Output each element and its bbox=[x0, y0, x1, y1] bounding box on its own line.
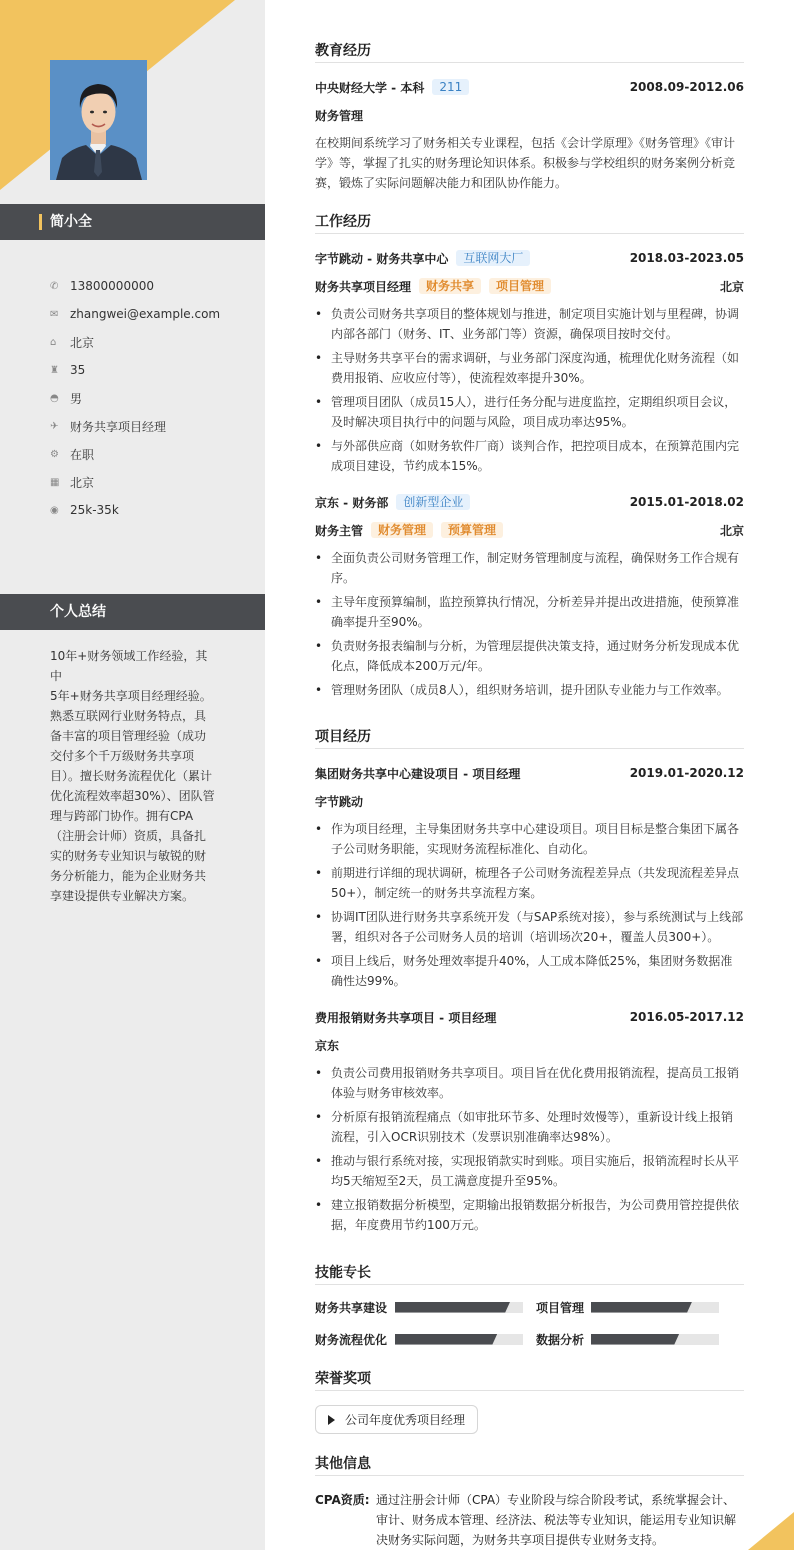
mail-icon: ✉ bbox=[50, 308, 59, 320]
list-item: • 主导财务共享平台的需求调研，与业务部门深度沟通，梳理优化财务流程（如费用报销、应收应付等），使流程效率提升30%。 bbox=[315, 348, 744, 388]
project-bullets bbox=[315, 819, 744, 991]
project-name: 集团财务共享中心建设项目 - 项目经理 bbox=[315, 766, 521, 781]
skill-item bbox=[536, 1331, 719, 1347]
job-role-row bbox=[315, 520, 744, 540]
job-role: 财务主管 bbox=[315, 523, 364, 538]
contact-age bbox=[50, 356, 255, 384]
project-org: 京东 bbox=[315, 1038, 340, 1053]
cpa-text: 通过注册会计师（CPA）专业阶段与综合阶段考试，系统掌握会计、审计、财务成本管理、经济法、税法等专业知识，能运用专业知识解决财务实际问题，为财务共享项目提供专业财务支持。 bbox=[376, 1493, 737, 1547]
project-1 bbox=[315, 763, 744, 995]
name-bar bbox=[0, 204, 265, 240]
list-item: • 分析原有报销流程痛点（如审批环节多、处理时效慢等），重新设计线上报销流程，引入OCR识别技术（发票识别准确率达98%）。 bbox=[315, 1107, 744, 1147]
job-bullets bbox=[315, 304, 744, 476]
project-period: 2016.05-2017.12 bbox=[629, 1010, 744, 1024]
summary-bar bbox=[0, 594, 265, 630]
contact-text: 13800000000 bbox=[70, 279, 154, 293]
profile-photo bbox=[50, 60, 147, 180]
contact-text: 35 bbox=[70, 363, 86, 377]
skills-title: 技能专长 bbox=[315, 1262, 744, 1285]
skill-item bbox=[315, 1331, 523, 1347]
list-item: • 协调IT团队进行财务共享系统开发（与SAP系统对接），参与系统测试与上线部署，组织对各子公司财务人员的培训（培训场次20+，覆盖人员300+）。 bbox=[315, 907, 744, 947]
skill-tag: 项目管理 bbox=[489, 278, 551, 294]
status-icon: ⚙ bbox=[50, 448, 59, 460]
school-tag: 211 bbox=[432, 79, 469, 95]
project-period: 2019.01-2020.12 bbox=[629, 766, 744, 780]
contact-email bbox=[50, 300, 255, 328]
company: 京东 - 财务部 bbox=[315, 495, 389, 510]
major-row bbox=[315, 105, 744, 125]
corner-decoration-bottom bbox=[748, 1512, 794, 1550]
list-item: • 负责财务报表编制与分析，为管理层提供决策支持，通过财务分析发现成本优化点，降低成本200万元/年。 bbox=[315, 636, 744, 676]
name-accent bbox=[39, 214, 42, 230]
skill-bar bbox=[395, 1334, 523, 1345]
honors-title: 荣誉奖项 bbox=[315, 1368, 744, 1391]
contact-salary bbox=[50, 496, 255, 524]
candidate-name: 简小全 bbox=[50, 214, 92, 230]
contact-text: zhangwei@example.com bbox=[70, 307, 221, 321]
job-bullets bbox=[315, 548, 744, 700]
city-icon: ▦ bbox=[50, 476, 60, 488]
project-name: 费用报销财务共享项目 - 项目经理 bbox=[315, 1010, 497, 1025]
summary-title: 个人总结 bbox=[50, 604, 106, 620]
contact-text: 财务共享项目经理 bbox=[70, 419, 167, 434]
other-title: 其他信息 bbox=[315, 1453, 744, 1476]
list-item: • 推动与银行系统对接，实现报销款实时到账。项目实施后，报销流程时长从平均5天缩短至2天，员工满意度提升至95%。 bbox=[315, 1151, 744, 1191]
major: 财务管理 bbox=[315, 108, 364, 123]
skill-item bbox=[315, 1299, 523, 1315]
job-1 bbox=[315, 248, 744, 480]
list-item: • 管理项目团队（成员15人），进行任务分配与进度监控，定期组织项目会议，及时解决项目执行中的问题与风险，项目成功率达95%。 bbox=[315, 392, 744, 432]
skill-bar-fill bbox=[591, 1334, 679, 1345]
project-org: 字节跳动 bbox=[315, 794, 364, 809]
honors-list bbox=[315, 1405, 744, 1434]
education-block bbox=[315, 77, 744, 193]
location-icon: ⌂ bbox=[50, 336, 57, 348]
skill-bar bbox=[395, 1302, 523, 1313]
contact-position bbox=[50, 412, 255, 440]
skill-tag: 财务管理 bbox=[371, 522, 433, 538]
contact-status bbox=[50, 440, 255, 468]
contact-text: 在职 bbox=[70, 447, 95, 462]
skill-item bbox=[536, 1299, 719, 1315]
contact-location bbox=[50, 328, 255, 356]
contact-gender bbox=[50, 384, 255, 412]
job-2 bbox=[315, 492, 744, 704]
job-city: 北京 bbox=[719, 279, 744, 294]
job-period: 2018.03-2023.05 bbox=[629, 251, 744, 265]
project-org-row bbox=[315, 791, 744, 811]
list-item: • 全面负责公司财务管理工作，制定财务管理制度与流程，确保财务工作合规有序。 bbox=[315, 548, 744, 588]
list-item: • 负责公司费用报销财务共享项目。项目旨在优化费用报销流程，提高员工报销体验与财务审核效率。 bbox=[315, 1063, 744, 1103]
skill-bar bbox=[591, 1334, 719, 1345]
project-org-row bbox=[315, 1035, 744, 1055]
list-item: • 建立报销数据分析模型，定期输出报销数据分析报告，为公司费用管控提供依据，年度费用节约100万元。 bbox=[315, 1195, 744, 1235]
contact-city bbox=[50, 468, 255, 496]
summary-text: 10年+财务领域工作经验，其中 5年+财务共享项目经理经验。 熟悉互联网行业财务特点，具 备丰富的项目管理经验（成功 交付多个千万级财务共享项 目）。擅长财务流程优化（累计 优化流程效率超30%）、团队管 理与跨部门协作。拥有CPA （注册会计师）资质，具备扎 实的财务专业知识与敏锐的财 务分析能力，能为企业财务共 享建设提供专业解决方案。 bbox=[50, 649, 215, 903]
job-role-row bbox=[315, 276, 744, 296]
list-item: • 前期进行详细的现状调研，梳理各子公司财务流程差异点（共发现流程差异点50+），制定统一的财务共享流程方案。 bbox=[315, 863, 744, 903]
salary-icon: ◉ bbox=[50, 504, 59, 516]
contact-text: 北京 bbox=[70, 335, 95, 350]
company-tag: 创新型企业 bbox=[396, 494, 470, 510]
skill-tag: 财务共享 bbox=[419, 278, 481, 294]
skill-bar-fill bbox=[395, 1302, 510, 1313]
list-item: • 负责公司财务共享项目的整体规划与推进，制定项目实施计划与里程碑，协调内部各部门（财务、IT、业务部门等）资源，确保项目按时交付。 bbox=[315, 304, 744, 344]
company: 字节跳动 - 财务共享中心 bbox=[315, 251, 449, 266]
education-title: 教育经历 bbox=[315, 40, 744, 63]
education-header bbox=[315, 77, 744, 97]
list-item: • 项目上线后，财务处理效率提升40%，人工成本降低25%，集团财务数据准确性达99%。 bbox=[315, 951, 744, 991]
contact-text: 男 bbox=[70, 391, 83, 406]
gender-icon: ◓ bbox=[50, 392, 59, 404]
other-block bbox=[315, 1490, 744, 1550]
contact-phone bbox=[50, 272, 255, 300]
skill-bar-fill bbox=[395, 1334, 497, 1345]
education-desc: 在校期间系统学习了财务相关专业课程，包括《会计学原理》《财务管理》《审计学》等，掌握了扎实的财务理论知识体系。积极参与学校组织的财务案例分析竞赛，锻炼了实际问题解决能力和团队协作能力。 bbox=[315, 136, 736, 190]
list-item: • 主导年度预算编制，监控预算执行情况，分析差异并提出改进措施，使预算准确率提升至90%。 bbox=[315, 592, 744, 632]
project-header bbox=[315, 1007, 744, 1027]
skill-name: 财务共享建设 bbox=[315, 1300, 388, 1315]
award-item bbox=[315, 1405, 478, 1434]
sidebar bbox=[0, 0, 265, 1550]
contact-text: 北京 bbox=[70, 475, 95, 490]
target-position-icon: ✈ bbox=[50, 420, 59, 432]
projects-title: 项目经历 bbox=[315, 726, 744, 749]
list-item: • 作为项目经理，主导集团财务共享中心建设项目。项目目标是整合集团下属各子公司财务职能，实现财务流程标准化、自动化。 bbox=[315, 819, 744, 859]
phone-icon: ✆ bbox=[50, 280, 59, 292]
age-icon: ♜ bbox=[50, 364, 59, 376]
cpa-row bbox=[315, 1490, 744, 1550]
contact-text: 25k-35k bbox=[70, 503, 119, 517]
project-header bbox=[315, 763, 744, 783]
job-role: 财务共享项目经理 bbox=[315, 279, 412, 294]
award-text: 公司年度优秀项目经理 bbox=[345, 1413, 466, 1427]
project-bullets bbox=[315, 1063, 744, 1235]
company-tag: 互联网大厂 bbox=[456, 250, 530, 266]
list-item: • 管理财务团队（成员8人），组织财务培训，提升团队专业能力与工作效率。 bbox=[315, 680, 744, 700]
skill-name: 财务流程优化 bbox=[315, 1332, 388, 1347]
skill-name: 数据分析 bbox=[536, 1332, 585, 1347]
play-icon bbox=[328, 1415, 335, 1425]
school-name: 中央财经大学 - 本科 bbox=[315, 80, 425, 95]
job-period: 2015.01-2018.02 bbox=[629, 495, 744, 509]
job-header bbox=[315, 492, 744, 512]
list-item: • 与外部供应商（如财务软件厂商）谈判合作，把控项目成本，在预算范围内完成项目建设，节约成本15%。 bbox=[315, 436, 744, 476]
cpa-label: CPA资质: bbox=[315, 1493, 370, 1507]
skill-tag: 预算管理 bbox=[441, 522, 503, 538]
project-2 bbox=[315, 1007, 744, 1239]
education-period: 2008.09-2012.06 bbox=[629, 80, 744, 94]
job-city: 北京 bbox=[719, 523, 744, 538]
skill-bar-fill bbox=[591, 1302, 692, 1313]
work-title: 工作经历 bbox=[315, 211, 744, 234]
contact-list bbox=[50, 272, 255, 524]
skill-name: 项目管理 bbox=[536, 1300, 585, 1315]
skill-bar bbox=[591, 1302, 719, 1313]
job-header bbox=[315, 248, 744, 268]
